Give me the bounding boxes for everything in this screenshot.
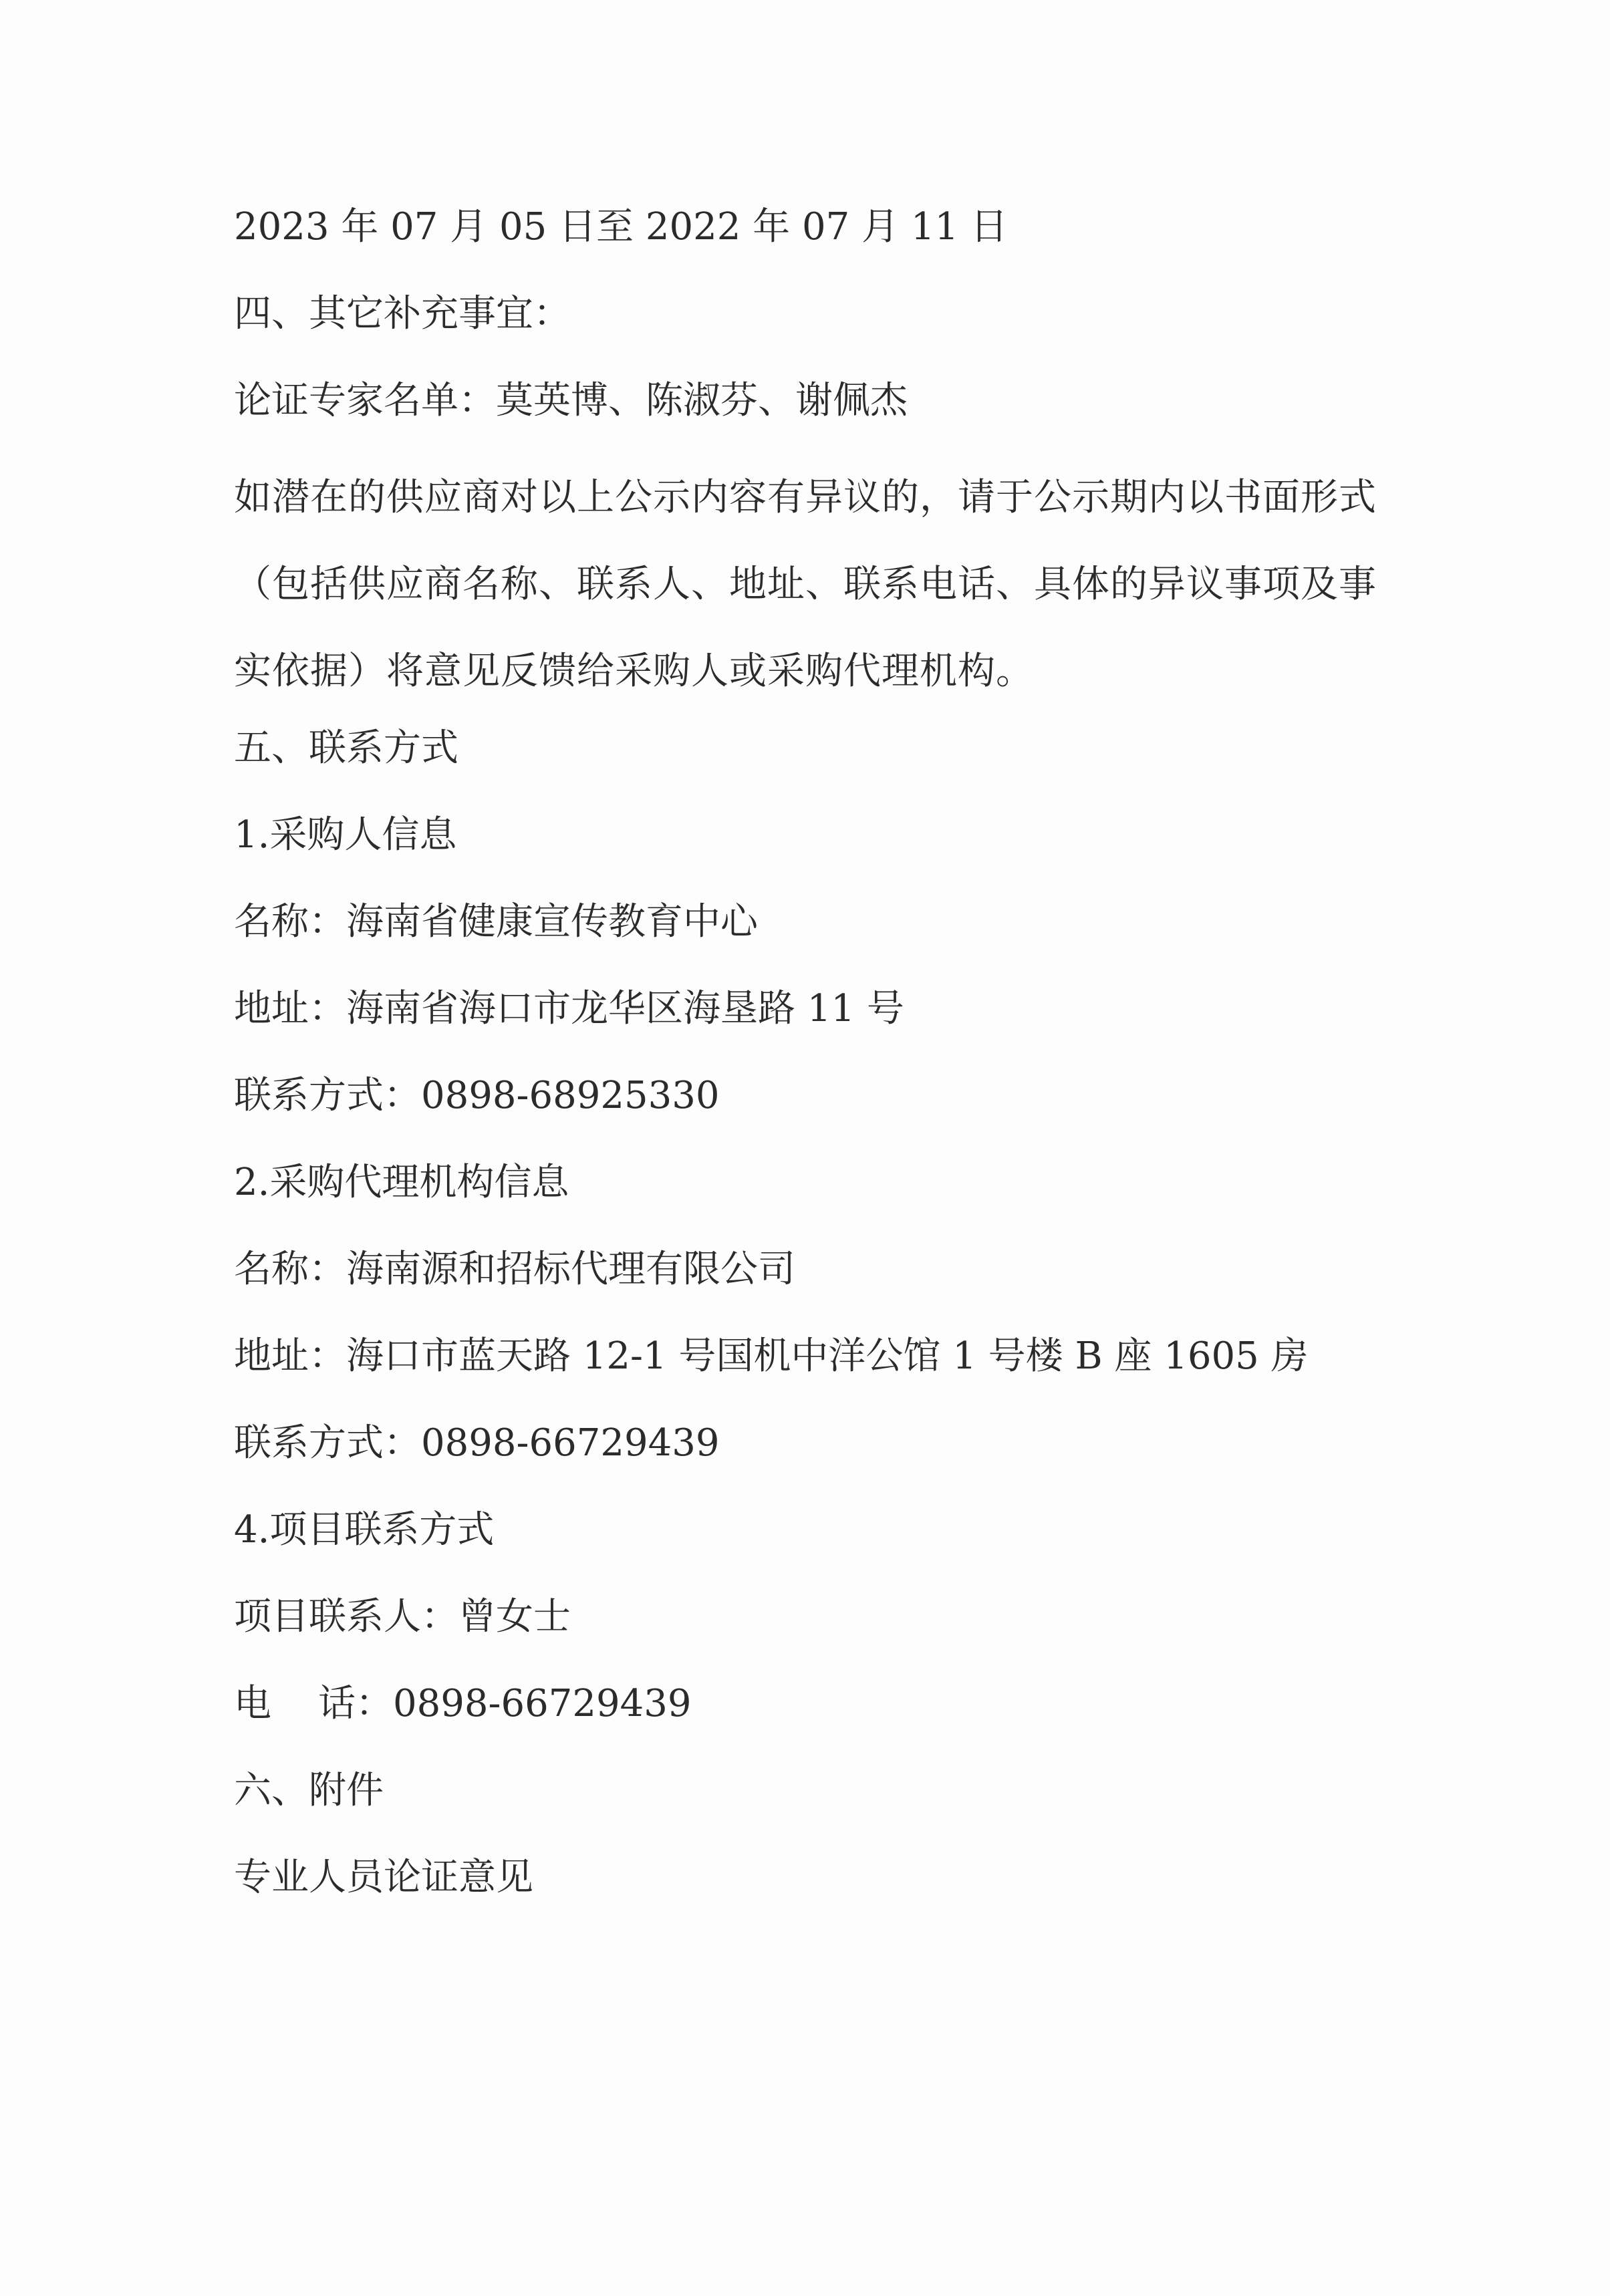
purchaser-name: 名称：海南省健康宣传教育中心 xyxy=(234,900,758,944)
purchaser-contact: 联系方式：0898-68925330 xyxy=(234,1074,720,1117)
project-contact-person: 项目联系人：曾女士 xyxy=(234,1595,571,1638)
phone-label-char: 电 xyxy=(234,1682,271,1725)
section-6-heading: 六、附件 xyxy=(234,1769,384,1812)
objection-paragraph: 如潜在的供应商对以上公示内容有异议的，请于公示期内以书面形式（包括供应商名称、联系人、地址、联系电话、具体的异议事项及事实依据）将意见反馈给采购人或采购代理机构。 xyxy=(234,476,1377,693)
agency-contact: 联系方式：0898-66729439 xyxy=(234,1421,720,1465)
objection-notice xyxy=(234,454,1390,715)
section-5-heading: 五、联系方式 xyxy=(234,726,458,770)
agency-address: 地址：海口市蓝天路 12-1 号国机中洋公馆 1 号楼 B 座 1605 房 xyxy=(234,1334,1309,1378)
section-4-heading: 四、其它补充事宜： xyxy=(234,292,571,335)
document-body xyxy=(234,194,1390,1931)
publicity-period: 2023 年 07 月 05 日至 2022 年 07 月 11 日 xyxy=(234,205,1008,249)
attachment-item: 专业人员论证意见 xyxy=(234,1856,533,1899)
expert-list: 论证专家名单：莫英博、陈淑芬、谢佩杰 xyxy=(234,379,908,422)
project-contact-heading: 4.项目联系方式 xyxy=(234,1508,495,1552)
agency-name: 名称：海南源和招标代理有限公司 xyxy=(234,1248,795,1291)
project-contact-phone xyxy=(234,1671,1390,1757)
phone-value: 话：0898-66729439 xyxy=(318,1682,692,1725)
agency-heading: 2.采购代理机构信息 xyxy=(234,1161,569,1204)
purchaser-address: 地址：海南省海口市龙华区海垦路 11 号 xyxy=(234,987,904,1030)
purchaser-heading: 1.采购人信息 xyxy=(234,813,457,857)
